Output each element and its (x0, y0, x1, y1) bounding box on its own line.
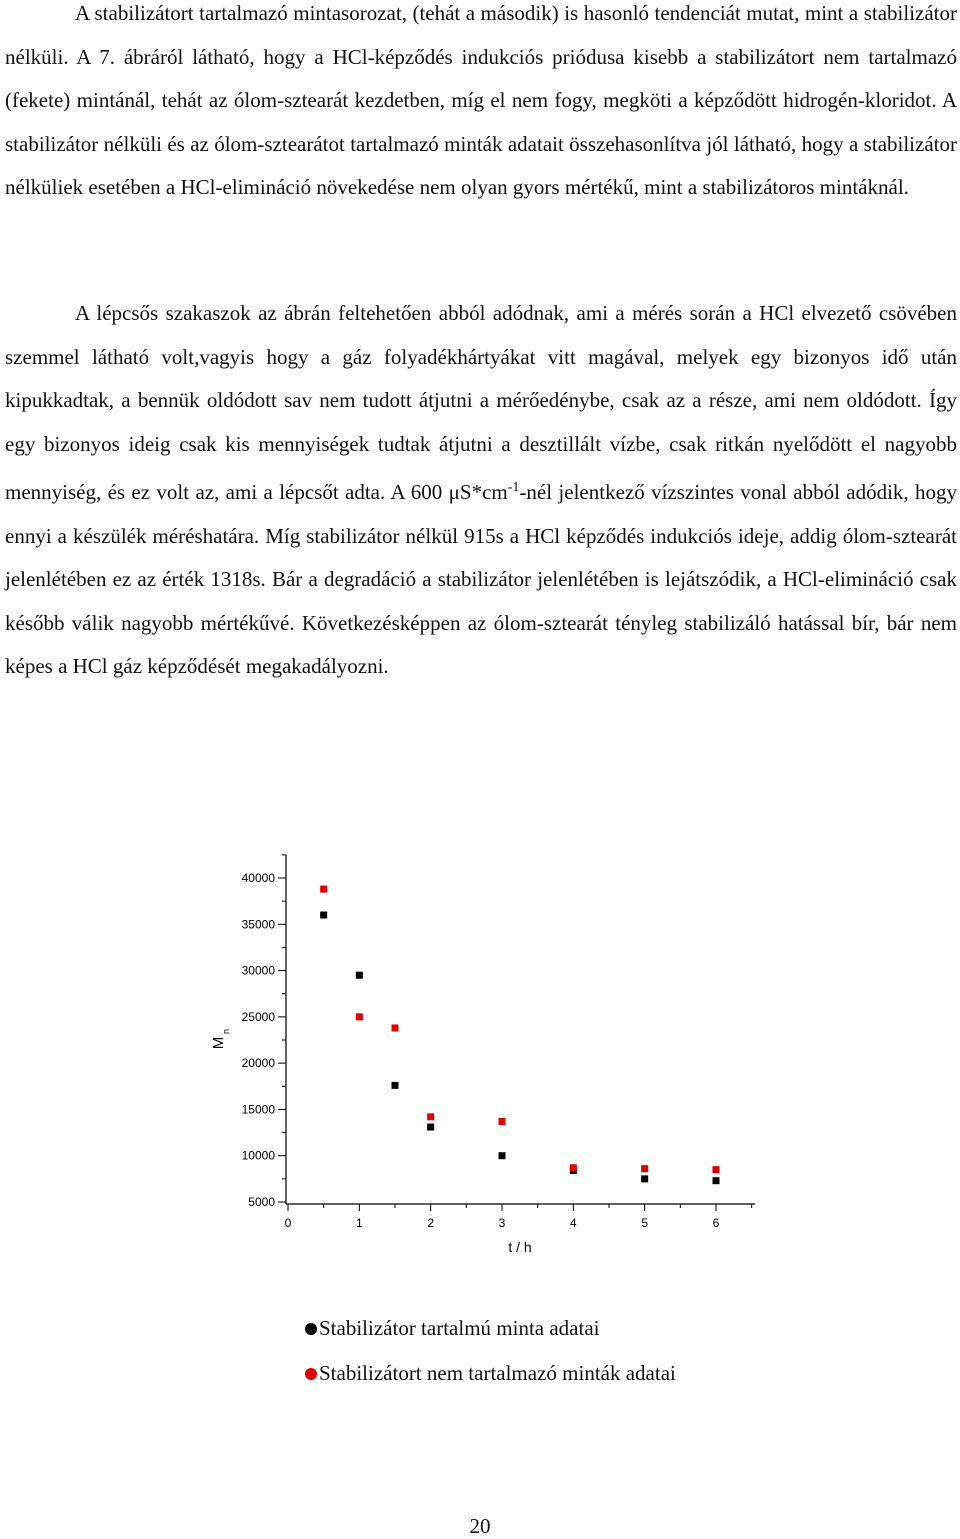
paragraph-2-superscript: -1 (507, 480, 520, 495)
x-tick-label: 5 (641, 1216, 649, 1230)
paragraph-1-text: A stabilizátort tartalmazó mintasorozat, (tehát a második) is hasonló tendenciát mutat, mint a stabilizátor nélküli. A 7. ábráról látható, hogy a HCl-képződés indukciós priódusa kisebb a stabilizátort nem tartalmazó (fekete) mintánál, tehát az ólom-sztearát kezdetben, míg el nem fogy, megköti a képződött hidrogén-kloridot. A stabilizátor nélküli és az ólom-sztearátot tartalmazó minták adatait összehasonlítva jól látható, hogy a stabilizátor nélküliek esetében a HCl-elimináció növekedése nem olyan gyors mértékű, mint a stabilizátoros mintáknál. (5, 1, 957, 199)
x-tick-label: 0 (284, 1216, 292, 1230)
y-tick-label: 25000 (241, 1009, 275, 1024)
paragraph-2-text-continued: -nél jelentkező vízszintes vonal abból adódik, hogy ennyi a készülék méréshatára. Míg stabilizátor nélkül 915s a HCl képződés indukciós ideje, addig ólom-sztearát jelenlétében ez az érték 1318s. Bár a degradáció a stabilizátor jelenlétében is lejátszódik, a HCl-elimináció csak később válik nagyobb mértékűvé. Következésképpen az ólom-sztearát tényleg stabilizáló hatással bír, bár nem képes a HCl gáz képződését megakadályozni. (5, 480, 958, 678)
y-axis-ticks (242, 855, 286, 1209)
mn-vs-time-scatter-chart (190, 845, 770, 1265)
y-axis-label: M (210, 1036, 227, 1050)
y-tick-label: 35000 (241, 917, 275, 932)
data-point-black (392, 1082, 399, 1089)
legend-marker-black (305, 1323, 317, 1335)
body-paragraph-2 (5, 292, 957, 689)
body-paragraph-1 (5, 0, 957, 210)
data-point-red (499, 1118, 506, 1125)
legend-item-stabilized (305, 1316, 600, 1341)
data-point-red (713, 1166, 720, 1173)
y-tick-label: 5000 (248, 1195, 275, 1209)
page-number: 20 (469, 1514, 491, 1538)
data-point-black (713, 1177, 720, 1184)
data-point-red (641, 1165, 648, 1172)
data-point-black (641, 1175, 648, 1182)
y-tick-label: 20000 (241, 1056, 275, 1071)
legend-label: Stabilizátort nem tartalmazó minták adatai (319, 1361, 676, 1385)
y-axis-label-subscript: n (221, 1028, 231, 1034)
data-point-red (427, 1113, 434, 1120)
y-tick-label: 15000 (241, 1102, 275, 1117)
x-axis-ticks (285, 1204, 752, 1230)
data-point-black (427, 1124, 434, 1131)
data-point-red (570, 1164, 577, 1171)
x-tick-label: 6 (712, 1216, 720, 1230)
y-tick-label: 40000 (241, 871, 275, 885)
data-point-black (499, 1152, 506, 1159)
data-point-red (320, 886, 327, 893)
x-tick-label: 3 (498, 1216, 506, 1230)
x-tick-label: 2 (427, 1216, 435, 1230)
data-point-black (320, 912, 327, 919)
data-point-red (356, 1013, 363, 1020)
y-tick-label: 30000 (241, 963, 275, 978)
paragraph-2-text: A lépcsős szakaszok az ábrán feltehetően abból adódnak, ami a mérés során a HCl elvezető csövében szemmel látható volt,vagyis hogy a gáz folyadékhártyákat vitt magával, melyek egy bizonyos idő után kipukkadtak, a bennük oldódott sav nem tudott átjutni a mérőedénybe, csak az a része, ami nem oldódott. Így egy bizonyos ideig csak kis mennyiségek tudtak átjutni a desztillált vízbe, csak ritkán nyelődött el nagyobb mennyiség, és ez volt az, ami a lépcsőt adta. A 600 μS*cm (5, 301, 957, 504)
legend-label: Stabilizátor tartalmú minta adatai (319, 1316, 600, 1340)
x-tick-label: 4 (569, 1216, 577, 1230)
data-points (320, 886, 719, 1185)
legend-marker-red (305, 1368, 317, 1380)
data-point-red (392, 1024, 399, 1031)
x-axis-label: t / h (508, 1239, 532, 1255)
legend-item-unstabilized (305, 1361, 676, 1386)
y-axis-label-group (210, 1029, 231, 1049)
y-tick-label: 10000 (241, 1148, 275, 1163)
data-point-black (356, 972, 363, 979)
plot-axes (286, 855, 755, 1204)
x-tick-label: 1 (355, 1216, 363, 1230)
